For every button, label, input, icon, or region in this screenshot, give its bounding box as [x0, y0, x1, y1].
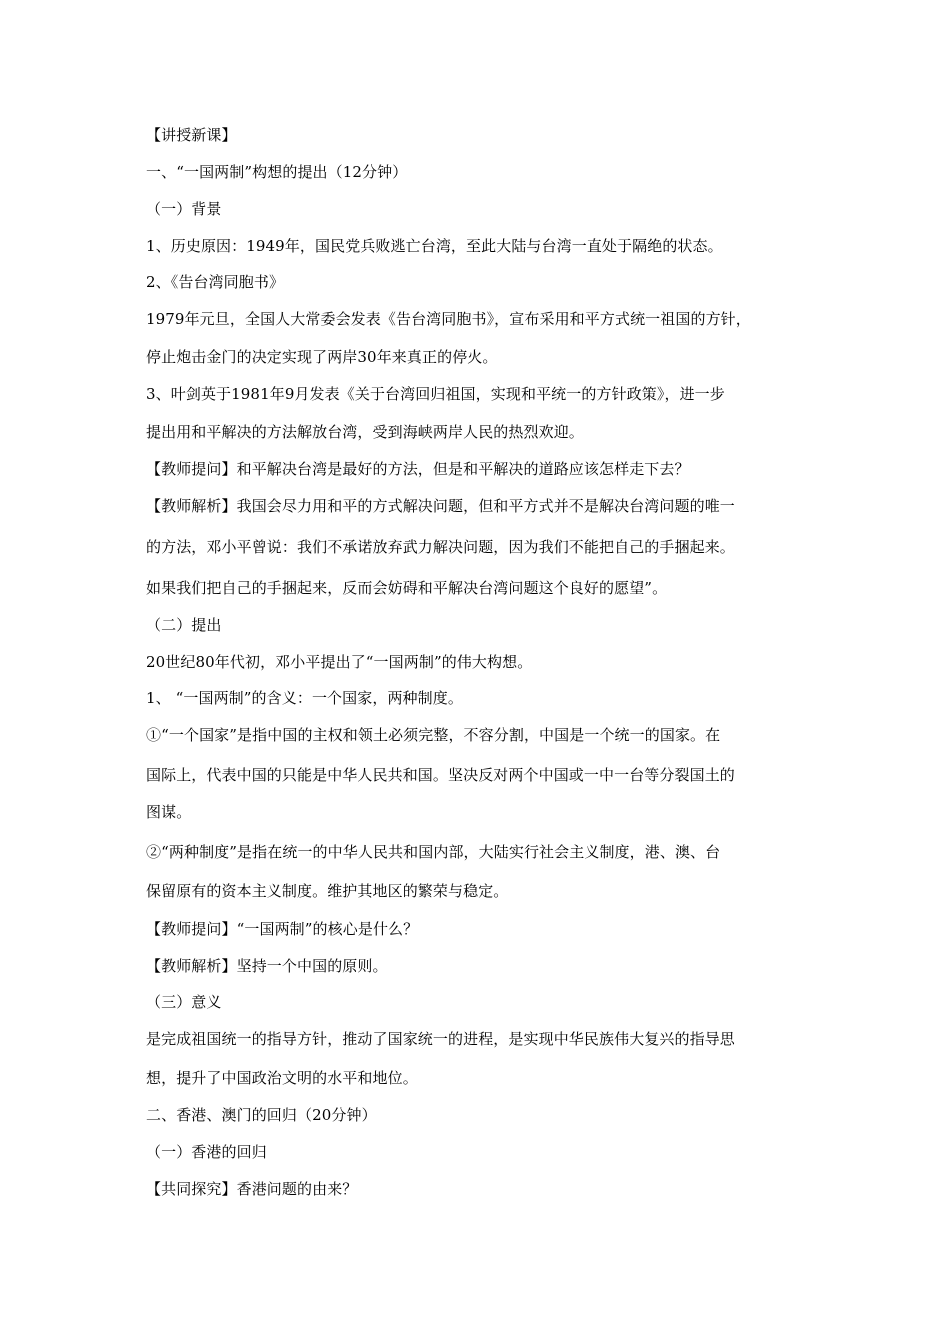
paragraph-line: 1979年元旦，全国人大常委会发表《告台湾同胞书》，宣布采用和平方式统一祖国的方针，: [146, 310, 751, 328]
paragraph-line: 1、历史原因：1949年，国民党兵败逃亡台湾，至此大陆与台湾一直处于隔绝的状态。: [146, 237, 723, 255]
teacher-question: 【教师提问】“一国两制”的核心是什么？: [146, 920, 419, 938]
joint-inquiry: 【共同探究】香港问题的由来？: [146, 1180, 358, 1198]
section-heading: 【讲授新课】: [146, 126, 237, 144]
teacher-analysis: 【教师解析】我国会尽力用和平的方式解决问题，但和平方式并不是解决台湾问题的唯一: [146, 497, 735, 515]
heading-level-1: 一、“一国两制”构想的提出（12分钟）: [146, 163, 408, 181]
paragraph-line: 20世纪80年代初，邓小平提出了“一国两制”的伟大构想。: [146, 653, 533, 671]
teacher-analysis: 【教师解析】坚持一个中国的原则。: [146, 957, 388, 975]
paragraph-line: 1、 “一国两制”的含义：一个国家，两种制度。: [146, 689, 463, 707]
paragraph-line: 想，提升了中国政治文明的水平和地位。: [146, 1069, 418, 1087]
paragraph-line: 的方法，邓小平曾说：我们不承诺放弃武力解决问题，因为我们不能把自己的手捆起来。: [146, 538, 735, 556]
paragraph-line: 保留原有的资本主义制度。维护其地区的繁荣与稳定。: [146, 882, 509, 900]
paragraph-line: 3、叶剑英于1981年9月发表《关于台湾回归祖国，实现和平统一的方针政策》，进一步: [146, 385, 725, 403]
paragraph-line: 图谋。: [146, 803, 192, 821]
heading-level-2: （一）香港的回归: [146, 1143, 267, 1161]
paragraph-line: 国际上，代表中国的只能是中华人民共和国。坚决反对两个中国或一中一台等分裂国土的: [146, 766, 735, 784]
heading-level-2: （一）背景: [146, 200, 222, 218]
heading-level-1: 二、香港、澳门的回归（20分钟）: [146, 1106, 377, 1124]
paragraph-line: 如果我们把自己的手捆起来，反而会妨碍和平解决台湾问题这个良好的愿望”。: [146, 579, 668, 597]
teacher-question: 【教师提问】和平解决台湾是最好的方法，但是和平解决的道路应该怎样走下去？: [146, 460, 690, 478]
paragraph-line: ①“一个国家”是指中国的主权和领土必须完整，不容分割，中国是一个统一的国家。在: [146, 726, 721, 744]
paragraph-line: ②“两种制度”是指在统一的中华人民共和国内部，大陆实行社会主义制度，港、澳、台: [146, 843, 721, 861]
paragraph-line: 是完成祖国统一的指导方针，推动了国家统一的进程，是实现中华民族伟大复兴的指导思: [146, 1030, 735, 1048]
heading-level-2: （三）意义: [146, 993, 222, 1011]
heading-level-2: （二）提出: [146, 616, 222, 634]
paragraph-line: 停止炮击金门的决定实现了两岸30年来真正的停火。: [146, 348, 498, 366]
paragraph-line: 提出用和平解决的方法解放台湾，受到海峡两岸人民的热烈欢迎。: [146, 423, 584, 441]
paragraph-line: 2、《告台湾同胞书》: [146, 273, 285, 291]
